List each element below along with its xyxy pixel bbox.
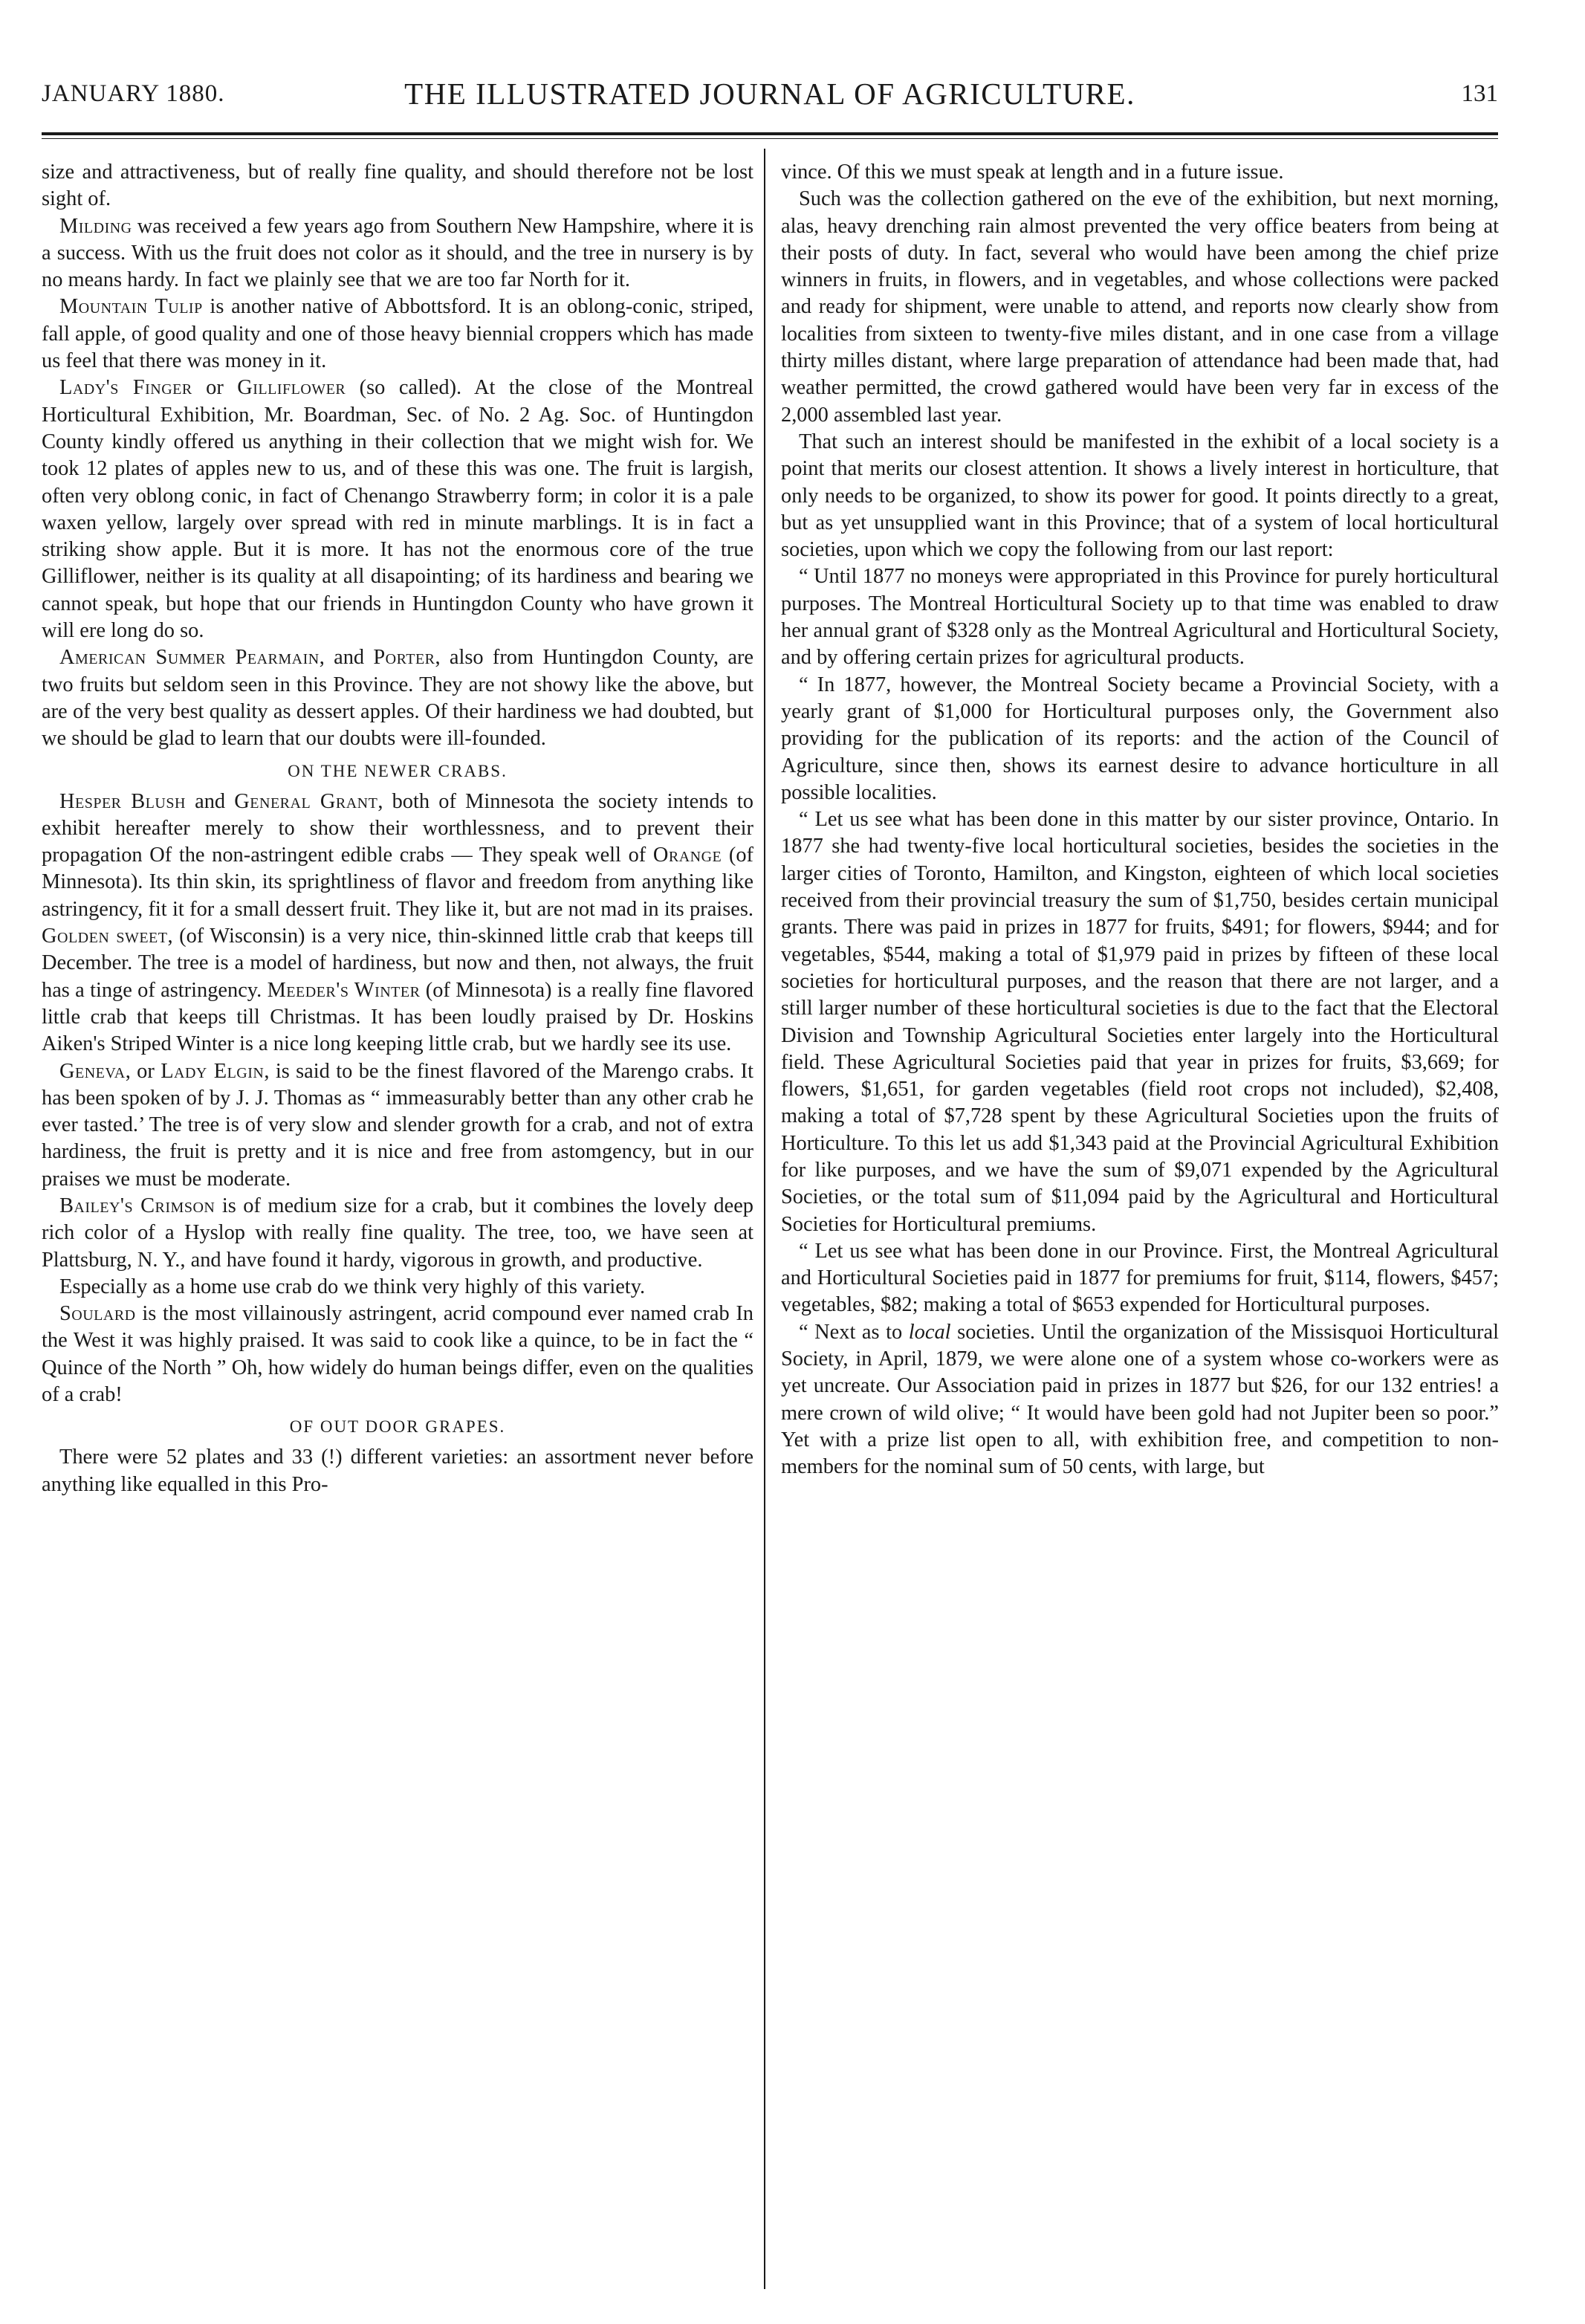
variety-name: Milding [59, 214, 132, 238]
right-column [781, 159, 1499, 2299]
quoted-paragraph [781, 672, 1499, 806]
header-rule [42, 132, 1498, 135]
variety-name: Lady's Finger [59, 376, 192, 400]
section-heading-grapes: OF OUT DOOR GRAPES. [289, 1417, 506, 1437]
paragraph-text: is the most villainously astringent, acrid compound ever named crab In the West it was highly praised. It was said to cook like a quince, to be in fact the “ Quince of the North ” Oh, how widely do human beings differ, even on the qualities of a crab! [42, 1302, 753, 1407]
quoted-paragraph [781, 1238, 1499, 1319]
paragraph-summer-pearmain [42, 644, 753, 752]
paragraph-text: “ Let us see what has been done in this matter by our sister province, Ontario. In 1877 she had twenty-five local horticultural societies, besides the societies in the larger cities of Toronto, Hamilton, and Kingston, eighteen of which local societies received from their provincial treasury the sum of $1,750, besides certain municipal grants. There was paid in prizes in 1877 for fruits, $491; for flowers, $944; and for vegetables, $544, making a total of $1,979 paid in prizes by fifteen of these local societies for horticultural purposes, and the reason that there are not larger, and a still larger number of these horticultural societies is due to the fact that the Electoral Division and Township Agricultural Societies enter largely into the Horticultural field. These Agricultural Societies paid that year in prizes for fruits, $3,669; for flowers, $1,651, for garden vegetables (field root crops not included), $2,408, making a total of $7,728 spent by these Agricultural Societies upon the fruits of Horticulture. To this let us add $1,343 paid at the Provincial Agricultural Exhibition for like purposes, and we have the sum of $9,071 expended by the Agricultural Societies, or the total sum of $11,094 paid by the Agricultural and Horticultural Societies for Horticultural premiums. [781, 808, 1499, 1236]
paragraph-text: “ Next as to [799, 1320, 909, 1344]
variety-name: Porter [373, 646, 435, 670]
paragraph [42, 1444, 753, 1498]
paragraph-hesper-blush [42, 789, 753, 1058]
paragraph-text: was received a few years ago from Southern New Hampshire, where it is a success. With us the fruit does not color as it should, and the tree in nursery is by no means hardy. In fact we plainly see that we are too far North for it. [42, 214, 753, 292]
variety-name: General Grant [234, 789, 378, 813]
paragraph-text: , both of Minnesota the society intends to exhibit hereafter merely to show their worthlessness, and to prevent their propagation Of the non-astringent edible crabs — They speak well of [42, 789, 753, 867]
paragraph-text: “ Let us see what has been done in our Province. First, the Montreal Agricultural and Horticultural Societies paid in 1877 for premiums for fruit, $114, flowers, $457; vegetables, $82; making a total of $653 expended for Horticultural purposes. [781, 1239, 1499, 1317]
left-column [42, 159, 753, 2299]
paragraph-text: , (of Wisconsin) is a very nice, thin-skinned little crab that keeps till December. The tree is a model of hardiness, but now and then, not always, the fruit has a tinge of astringency. [42, 925, 753, 1002]
paragraph-baileys-crimson [42, 1193, 753, 1274]
variety-name: Geneva [59, 1059, 126, 1083]
paragraph-text: (of Minnesota). Its thin skin, its sprightliness of flavor and freedom from anything like astringency, fit it for a small dessert fruit. They like it, but are not mad in its praises. [42, 844, 753, 921]
paragraph-text: is of medium size for a crab, but it combines the lovely deep rich color of a Hyslop with really fine quality. The tree, too, we have seen at Plattsburg, N. Y., and have found it hardy, vigorous in growth, and productive. [42, 1194, 753, 1272]
paragraph-text: vince. Of this we must speak at length and in a future issue. [781, 161, 1284, 184]
paragraph-text: , and [319, 646, 374, 670]
quoted-paragraph [781, 1319, 1499, 1481]
quoted-paragraph [781, 563, 1499, 671]
paragraph-text: That such an interest should be manifested in the exhibit of a local society is a point that merits our closest attention. It shows a lively interest in horticulture, that only needs to be organized, to show its power for good. It points directly to a great, but as yet unsupplied want in this Province; that of a system of local horticultural societies, upon which we copy the following from our last report: [781, 430, 1499, 562]
paragraph [781, 159, 1499, 186]
paragraph-text: Especially as a home use crab do we think very highly of this variety. [59, 1275, 646, 1298]
quoted-paragraph [781, 806, 1499, 1238]
issue-date: JANUARY 1880. [42, 80, 225, 107]
variety-name: American Summer Pearmain [59, 646, 320, 670]
variety-name: Mountain Tulip [59, 295, 203, 319]
journal-title: THE ILLUSTRATED JOURNAL OF AGRICULTURE. [404, 77, 1135, 111]
variety-name: Gilliflower [237, 376, 346, 400]
paragraph-text: and [185, 789, 235, 813]
paragraph [42, 159, 753, 213]
paragraph-ladys-finger [42, 375, 753, 644]
variety-name: Golden sweet [42, 925, 168, 948]
variety-name: Hesper Blush [59, 789, 186, 813]
variety-name: Orange [652, 844, 722, 867]
paragraph-text: societies. Until the organization of the Missisquoi Horticultural Society, in April, 1879, we were alone one of a system whose co-workers were as yet uncreate. Our Association paid in prizes in 1877 but $26, for our 132 entries! a mere crown of wild olive; “ It would have been gold had not Jupiter been so poor.” Yet with a prize list open to all, with exhibition free, and competition to non-members for the nominal sum of 50 cents, with large, but [781, 1320, 1499, 1479]
paragraph-text: There were 52 plates and 33 (!) different varieties: an assortment never before anything like equalled in this Pro- [42, 1446, 753, 1496]
paragraph [42, 1274, 753, 1301]
paragraph-text: , or [125, 1059, 161, 1083]
header-rule-thin [42, 138, 1498, 139]
variety-name: Bailey's Crimson [59, 1194, 215, 1217]
variety-name: Lady Elgin [161, 1059, 265, 1083]
section-heading-crabs: ON THE NEWER CRABS. [288, 761, 508, 780]
paragraph-text: “ In 1877, however, the Montreal Society became a Provincial Society, with a yearly grant of $1,000 for Horticultural purposes only, the Government also providing for the publication of its reports: and the action of the Council of Agriculture, since then, shows its earnest desire to advance horticulture in all possible localities. [781, 673, 1499, 804]
paragraph-geneva [42, 1058, 753, 1193]
paragraph-text: or [192, 376, 238, 400]
emphasis: local [908, 1320, 951, 1344]
paragraph-milding [42, 213, 753, 294]
variety-name: Soulard [59, 1302, 136, 1326]
paragraph [781, 429, 1499, 563]
page-number: 131 [1461, 80, 1498, 107]
variety-name: Meeder's Winter [267, 978, 421, 1002]
paragraph-text: size and attractiveness, but of really fine quality, and should therefore not be lost sight of. [42, 161, 753, 211]
paragraph-text: , is said to be the finest flavored of the Marengo crabs. It has been spoken of by J. J. Thomas as “ immeasurably better than any other crab he ever tasted.’ The tree is of very slow and slender growth for a crab, and not of extra hardiness, the fruit is pretty and it is nice and free from astomgency, but in our praises we must be moderate. [42, 1059, 753, 1191]
column-divider [764, 149, 765, 2289]
paragraph-text: is another native of Abbottsford. It is an oblong-conic, striped, fall apple, of good quality and one of those heavy biennial croppers which has made us feel that there was money in it. [42, 295, 753, 373]
paragraph-text: (of Minnesota) is a really fine flavored little crab that keeps till Christmas. It has been loudly praised by Dr. Hoskins Aiken's Striped Winter is a nice long keeping little crab, but we hardly see its use. [42, 978, 753, 1056]
paragraph-text: (so called). At the close of the Montreal Horticultural Exhibition, Mr. Boardman, Sec. of No. 2 Ag. Soc. of Huntingdon County kindly offered us anything in their collection that we might wish for. We took 12 plates of apples new to us, and of these this was one. The fruit is largish, often very oblong conic, in fact of Chenango Strawberry form; in color it is a pale waxen yellow, largely over spread with red in minute marblings. It is in fact a striking show apple. But it is more. It has not the enormous core of the true Gilliflower, neither is its quality at all disapointing; of its hardiness and bearing we cannot speak, but hope that our friends in Huntingdon County who have grown it will ere long do so. [42, 376, 753, 643]
paragraph-soulard [42, 1301, 753, 1408]
paragraph-text: , also from Huntingdon County, are two fruits but seldom seen in this Province. They are not showy like the above, but are of the very best quality as dessert apples. Of their hardiness we had doubted, but we should be glad to learn that our doubts were ill-founded. [42, 646, 753, 751]
paragraph-text: “ Until 1877 no moneys were appropriated in this Province for purely horticultural purposes. The Montreal Horticultural Society up to that time was enabled to draw her annual grant of $328 only as the Montreal Agricultural and Horticultural Society, and by offering certain prizes for agricultural products. [781, 565, 1499, 670]
page-header [42, 73, 1498, 117]
paragraph [781, 186, 1499, 429]
paragraph-text: Such was the collection gathered on the eve of the exhibition, but next morning, alas, heavy drenching rain almost prevented the very office beaters from being at their posts of duty. In fact, several who would have been among the chief prize winners in fruits, in flowers, and in vegetables, and whose collections were packed and ready for shipment, were unable to attend, and reports now clearly show from localities from sixteen to twenty-five miles distant, and in one case from a village thirty milles distant, where large preparation of attendance had been made that, had weather permitted, the crowd gathered would have been very far in excess of the 2,000 assembled last year. [781, 187, 1499, 427]
paragraph-mountain-tulip [42, 294, 753, 375]
